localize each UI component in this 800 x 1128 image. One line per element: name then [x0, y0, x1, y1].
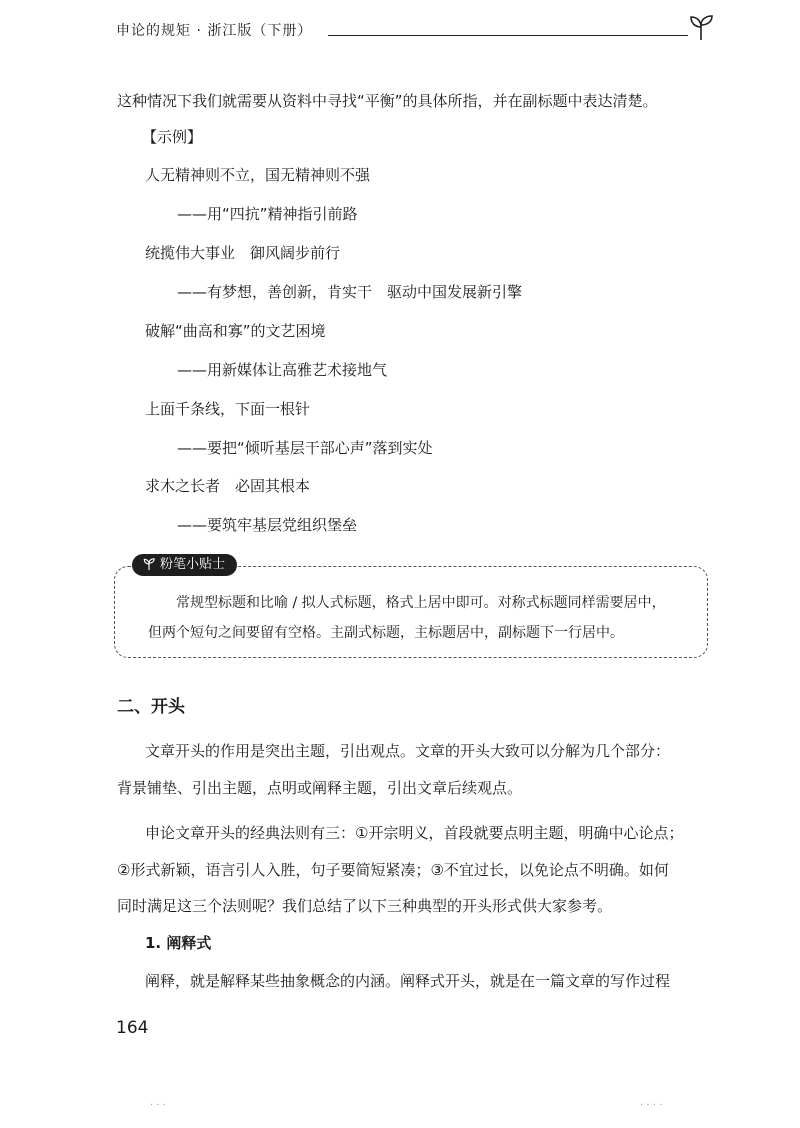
example-title-1: 人无精神则不立，国无精神则不强 — [145, 166, 371, 184]
example-label: 【示例】 — [142, 128, 203, 146]
intro-paragraph: 这种情况下我们就需要从资料中寻找“平衡”的具体所指，并在副标题中表达清楚。 — [117, 92, 658, 110]
scan-artifact: · · · — [150, 1100, 166, 1111]
paragraph-line: 背景铺垫、引出主题，点明或阐释主题，引出文章后续观点。 — [117, 779, 523, 797]
example-title-2: 统揽伟大事业 御风阔步前行 — [145, 244, 341, 262]
paragraph-line: 申论文章开头的经典法则有三：①开宗明义，首段就要点明主题，明确中心论点； — [145, 824, 684, 842]
sprout-icon — [142, 557, 156, 571]
paragraph-line: 文章开头的作用是突出主题，引出观点。文章的开头大致可以分解为几个部分： — [145, 742, 671, 760]
example-subtitle-5: ——要筑牢基层党组织堡垒 — [177, 516, 358, 534]
paragraph-line: ②形式新颖，语言引人入胜，句子要简短紧凑；③不宜过长，以免论点不明确。如何 — [117, 861, 669, 879]
example-subtitle-1: ——用“四抗”精神指引前路 — [177, 205, 358, 223]
example-subtitle-4: ——要把“倾听基层干部心声”落到实处 — [177, 439, 433, 457]
tip-text-line-1: 常规型标题和比喻 / 拟人式标题，格式上居中即可。对称式标题同样需要居中， — [176, 595, 666, 611]
tip-text-line-2: 但两个短句之间要留有空格。主副式标题，主标题居中，副标题下一行居中。 — [148, 625, 624, 641]
tip-label — [132, 554, 237, 576]
example-subtitle-2: ——有梦想，善创新，肯实干 驱动中国发展新引擎 — [177, 283, 523, 301]
paragraph-line: 阐释，就是解释某些抽象概念的内涵。阐释式开头，就是在一篇文章的写作过程 — [145, 972, 671, 990]
section-heading: 二、开头 — [117, 697, 185, 717]
header-rule — [328, 35, 688, 36]
example-subtitle-3: ——用新媒体让高雅艺术接地气 — [177, 361, 388, 379]
header-title: 申论的规矩 · 浙江版（下册） — [116, 23, 313, 39]
running-header — [116, 18, 716, 48]
sprout-icon — [686, 12, 716, 42]
tip-label-text: 粉笔小贴士 — [160, 557, 226, 572]
subsection-heading: 1. 阐释式 — [145, 934, 212, 952]
page-number: 164 — [116, 1018, 149, 1038]
paragraph-line: 同时满足这三个法则呢？我们总结了以下三种典型的开头形式供大家参考。 — [117, 897, 613, 915]
example-title-3: 破解“曲高和寡”的文艺困境 — [145, 322, 326, 340]
example-title-5: 求木之长者 必固其根本 — [145, 477, 311, 495]
scan-artifact: · · · · — [640, 1100, 663, 1111]
example-title-4: 上面千条线，下面一根针 — [145, 400, 311, 418]
